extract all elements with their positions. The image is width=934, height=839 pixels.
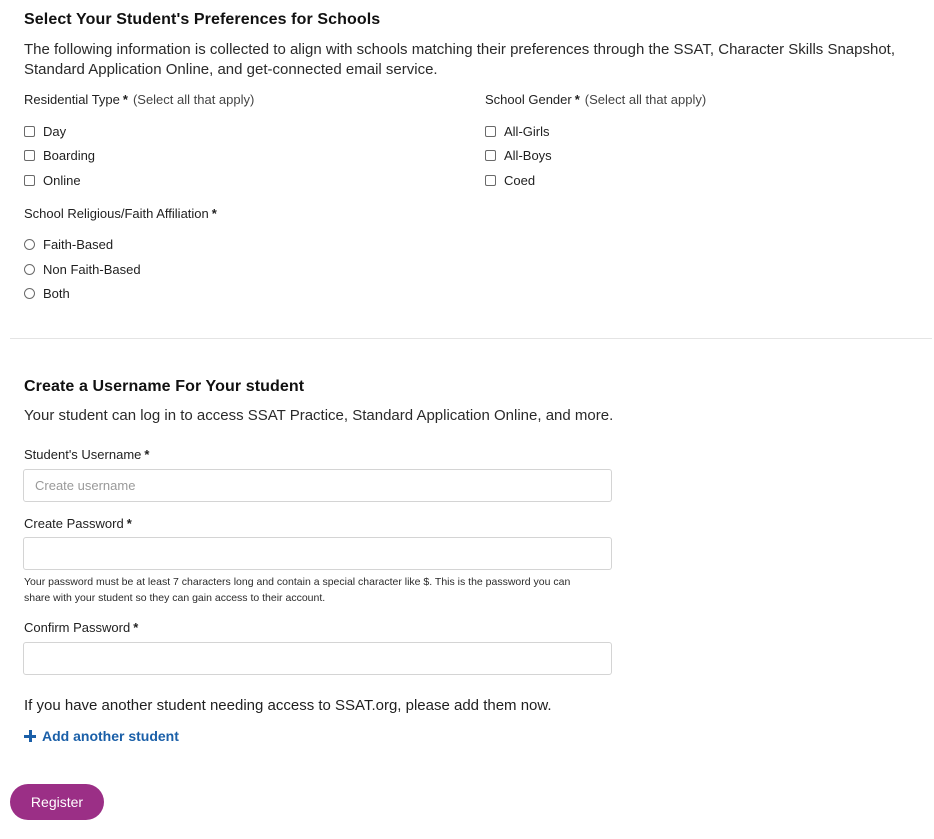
plus-icon [24,730,36,742]
register-button[interactable]: Register [10,784,104,820]
password-label-text: Create Password [24,516,124,531]
religious-option-non-faith-based[interactable] [24,262,141,277]
create-username-intro: Your student can log in to access SSAT Practice, Standard Application Online, and more. [24,407,614,424]
option-label: Non Faith-Based [43,262,141,277]
username-label-text: Student's Username [24,447,142,462]
username-input[interactable] [23,469,612,502]
residential-type-label-text: Residential Type [24,92,120,107]
username-label [24,447,149,462]
checkbox[interactable] [485,175,496,186]
preferences-title: Select Your Student's Preferences for Schools [24,11,381,28]
confirm-password-input[interactable] [23,642,612,675]
radio-button[interactable] [24,239,35,250]
residential-type-label [24,92,254,107]
option-label: All-Boys [504,148,552,163]
checkbox[interactable] [24,150,35,161]
checkbox[interactable] [24,175,35,186]
select-all-hint: (Select all that apply) [584,92,707,107]
checkbox[interactable] [24,126,35,137]
password-label [24,516,132,531]
option-label: Online [43,173,81,188]
add-another-student-label: Add another student [42,728,179,744]
password-input[interactable] [23,537,612,570]
gender-option-all-girls[interactable] [485,124,550,139]
option-label: All-Girls [504,124,550,139]
residential-option-online[interactable] [24,173,81,188]
create-username-title: Create a Username For Your student [24,378,305,395]
confirm-password-label-text: Confirm Password [24,620,131,635]
required-marker: * [133,620,139,635]
option-label: Faith-Based [43,237,114,252]
add-another-student-link[interactable] [24,728,179,744]
residential-option-boarding[interactable] [24,148,95,163]
required-marker: * [122,92,128,107]
option-label: Day [43,124,67,139]
section-divider [10,338,932,339]
religious-option-both[interactable] [24,286,70,301]
required-marker: * [211,206,217,221]
checkbox[interactable] [485,126,496,137]
school-gender-label-text: School Gender [485,92,572,107]
another-student-text: If you have another student needing access to SSAT.org, please add them now. [24,697,552,714]
religious-option-faith-based[interactable] [24,237,113,252]
radio-button[interactable] [24,288,35,299]
checkbox[interactable] [485,150,496,161]
gender-option-coed[interactable] [485,173,535,188]
required-marker: * [574,92,580,107]
religious-affiliation-label-text: School Religious/Faith Affiliation [24,206,209,221]
residential-option-day[interactable] [24,124,66,139]
option-label: Boarding [43,148,96,163]
religious-affiliation-label [24,206,217,221]
gender-option-all-boys[interactable] [485,148,552,163]
confirm-password-label [24,620,138,635]
option-label: Coed [504,173,536,188]
preferences-intro: The following information is collected to align with schools matching their preferences through the SSAT, Character Skills Snapshot, Standard Application Online, and get-connected email service. [24,41,895,78]
radio-button[interactable] [24,264,35,275]
select-all-hint: (Select all that apply) [132,92,255,107]
password-help-text: Your password must be at least 7 characters long and contain a special character like $. This is the password you can share with your student so they can gain access to their account. [24,576,571,604]
required-marker: * [126,516,132,531]
required-marker: * [144,447,150,462]
school-gender-label [485,92,706,107]
option-label: Both [43,286,70,301]
